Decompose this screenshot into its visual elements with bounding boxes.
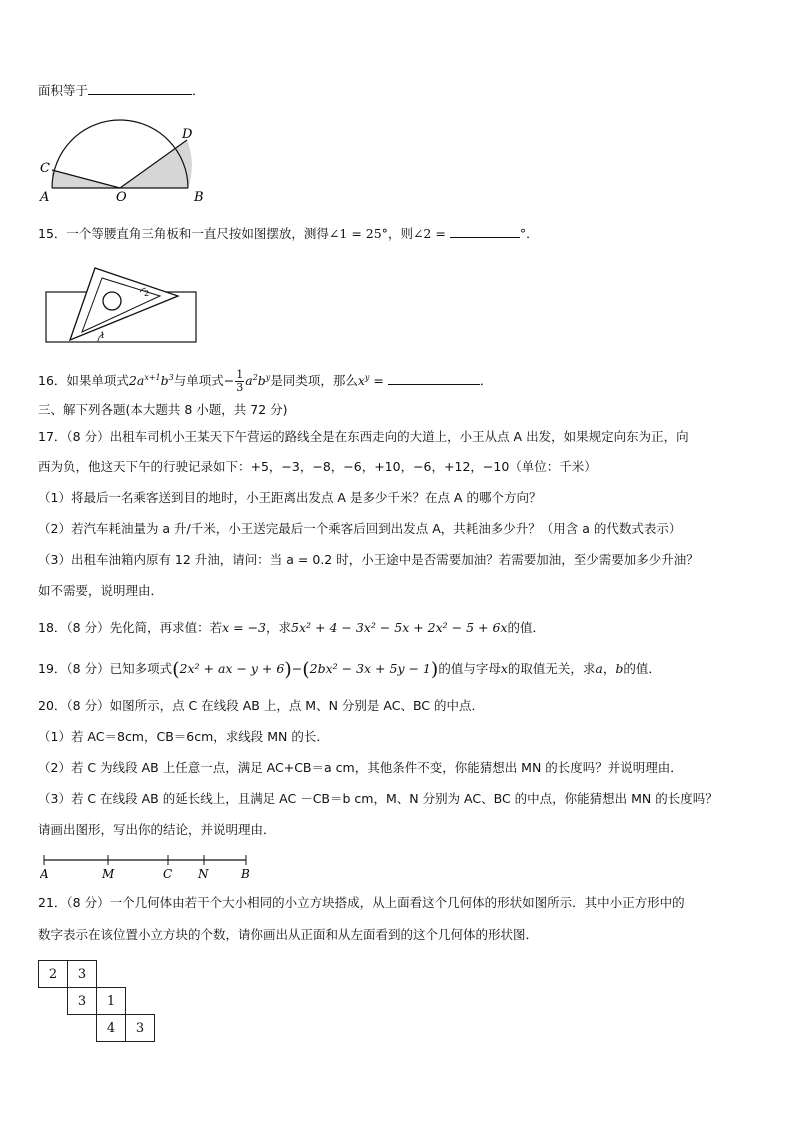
q14-tail-punct: ． — [192, 83, 205, 98]
q16-eq: = — [369, 373, 384, 389]
grid-cell: 4 — [96, 1014, 126, 1042]
q16-m2b: b — [257, 373, 266, 389]
segment-label-c: C — [163, 867, 173, 881]
q15-angle1: ∠1 = 25° — [328, 226, 388, 241]
segment-label-n: N — [198, 867, 209, 881]
q16-frac-num: 1 — [236, 368, 244, 382]
label-o: O — [116, 190, 127, 202]
label-c: C — [40, 161, 50, 176]
q16-monomial1 — [129, 373, 174, 388]
q19-paren-close-1: ) — [284, 658, 292, 681]
q16-y-exp: y — [364, 373, 370, 382]
q16-m1: 2a — [128, 373, 145, 389]
angle-1-label: 1 — [100, 331, 106, 340]
grid-cell: 2 — [38, 960, 68, 988]
q19-minus: − — [291, 661, 303, 676]
q16-m1-exp: x+1 — [144, 373, 161, 382]
q20-part3: （3）若 C 在线段 AB 的延长线上，且满足 AC －CB＝b cm，M、N 分别为 AC、BC 的中点，你能猜想出 MN 的长度吗？ — [38, 791, 718, 806]
q18-tail: 的值． — [507, 620, 546, 635]
top-view-grid — [38, 960, 168, 1050]
q14-tail — [38, 82, 205, 100]
label-d: D — [182, 127, 193, 142]
segment-label-a: A — [40, 867, 49, 881]
grid-cell: 3 — [67, 960, 97, 988]
q19-b: b — [615, 661, 624, 676]
q18-text1: 18．（8 分）先化简，再求值：若 — [38, 620, 223, 635]
q19-paren-open-1: ( — [172, 658, 180, 681]
grid-cell: 3 — [125, 1014, 155, 1042]
q20-part1: （1）若 AC＝8cm，CB＝6cm，求线段 MN 的长． — [38, 729, 329, 744]
q20-part2: （2）若 C 为线段 AB 上任意一点，满足 AC+CB＝a cm，其他条件不变，你能猜想出 MN 的长度吗？并说明理由． — [38, 760, 683, 775]
q16-x: x — [357, 373, 365, 389]
q21-line2: 数字表示在该位置小立方块的个数，请你画出从正面和从左面看到的这个几何体的形状图． — [38, 927, 539, 942]
q16-text3: 是同类项，那么 — [270, 373, 358, 389]
q19-text2: 的值与字母 — [438, 661, 501, 676]
q16-m2b-exp: y — [265, 373, 271, 382]
q19-paren-close-2: ) — [430, 658, 439, 681]
q14-text: 面积等于 — [38, 83, 89, 98]
triangle-plate — [70, 268, 178, 340]
q16-text2: 与单项式− — [173, 373, 235, 389]
q17-line1: 17．（8 分）出租车司机小王某天下午营运的路线全是在东西走向的大道上，小王从点 A 出发，如果规定向东为正，向 — [38, 429, 689, 444]
semicircle-figure — [30, 102, 220, 202]
q17-part2: （2）若汽车耗油量为 a 升/千米，小王送完最后一个乘客后回到出发点 A，共耗油多少升？（用含 a 的代数式表示） — [38, 521, 682, 536]
q16-number: 16． — [38, 373, 67, 389]
grid-cell: 1 — [96, 987, 126, 1015]
q15-number: 15． — [38, 226, 67, 241]
ruler-triangle-figure — [40, 258, 200, 348]
q16-fraction — [235, 369, 244, 394]
q19-x: x — [500, 661, 508, 676]
q15-text: 一个等腰直角三角板和一直尺按如图摆放，测得 — [66, 226, 329, 241]
q18-x-value: x = −3 — [222, 620, 266, 635]
q19-expression1: 2x² + ax − y + 6 — [179, 661, 285, 676]
q19-text1: 19．（8 分）已知多项式 — [38, 661, 173, 676]
q16-tail: ． — [479, 373, 493, 389]
q15-answer-blank[interactable] — [450, 225, 520, 238]
q20-line1: 20．（8 分）如图所示，点 C 在线段 AB 上，点 M、N 分别是 AC、BC 的中点． — [38, 698, 485, 713]
q16-xy — [358, 373, 370, 388]
q15-angle2: ∠2 = — [412, 226, 446, 241]
q14-answer-blank[interactable] — [88, 82, 192, 95]
q19-tail: 的值． — [623, 661, 661, 676]
q16-answer-blank[interactable] — [388, 372, 480, 385]
q21-line1: 21．（8 分）一个几何体由若干个大小相同的小立方块搭成，从上面看这个几何体的形状如图所示．其中小正方形中的 — [38, 895, 685, 910]
question-16 — [38, 365, 492, 394]
segment-label-m: M — [102, 867, 115, 881]
label-b: B — [194, 190, 204, 202]
segment-figure — [40, 850, 260, 882]
q18-text2: ，求 — [266, 620, 292, 635]
q20-part3b: 请画出图形，写出你的结论，并说明理由． — [38, 822, 276, 837]
q16-text1: 如果单项式 — [66, 373, 129, 389]
q15-mid: ，则 — [387, 226, 413, 241]
q19-text3: 的取值无关，求 — [507, 661, 596, 676]
q16-m1b-exp: 3 — [168, 373, 174, 382]
q17-part1: （1）将最后一名乘客送到目的地时，小王距离出发点 A 是多少千米？在点 A 的哪个方向？ — [38, 490, 542, 505]
angle-2-label: 2 — [144, 289, 150, 298]
section-3-heading: 三、解下列各题(本大题共 8 小题，共 72 分) — [38, 402, 288, 417]
question-18 — [38, 619, 545, 637]
q16-m2-exp: 2 — [252, 373, 258, 382]
q19-paren-open-2: ( — [302, 658, 310, 681]
q16-monomial2 — [245, 373, 270, 388]
question-15 — [38, 225, 539, 243]
grid-cell: 3 — [67, 987, 97, 1015]
q19-expression2: 2bx² − 3x + 5y − 1 — [309, 661, 431, 676]
q17-part3: （3）出租车油箱内原有 12 升油，请问：当 a = 0.2 时，小王途中是否需要加油？若需要加油，至少需要加多少升油？ — [38, 552, 699, 567]
q16-m1b: b — [160, 373, 169, 389]
q19-a: a — [595, 661, 603, 676]
q17-part3b: 如不需要，说明理由． — [38, 583, 164, 598]
q15-tail: °． — [519, 226, 539, 241]
q16-frac-den: 3 — [236, 381, 244, 395]
label-a: A — [40, 190, 50, 202]
q17-line2: 西为负，他这天下午的行驶记录如下：+5，−3，−8，−6，+10，−6，+12，−10（单位：千米） — [38, 459, 597, 474]
segment-label-b: B — [241, 867, 250, 881]
q19-comma: ， — [602, 661, 616, 676]
question-19 — [38, 656, 661, 683]
q18-expression: 5x² + 4 − 3x² − 5x + 2x² − 5 + 6x — [291, 620, 508, 635]
q16-m2: a — [245, 373, 253, 389]
